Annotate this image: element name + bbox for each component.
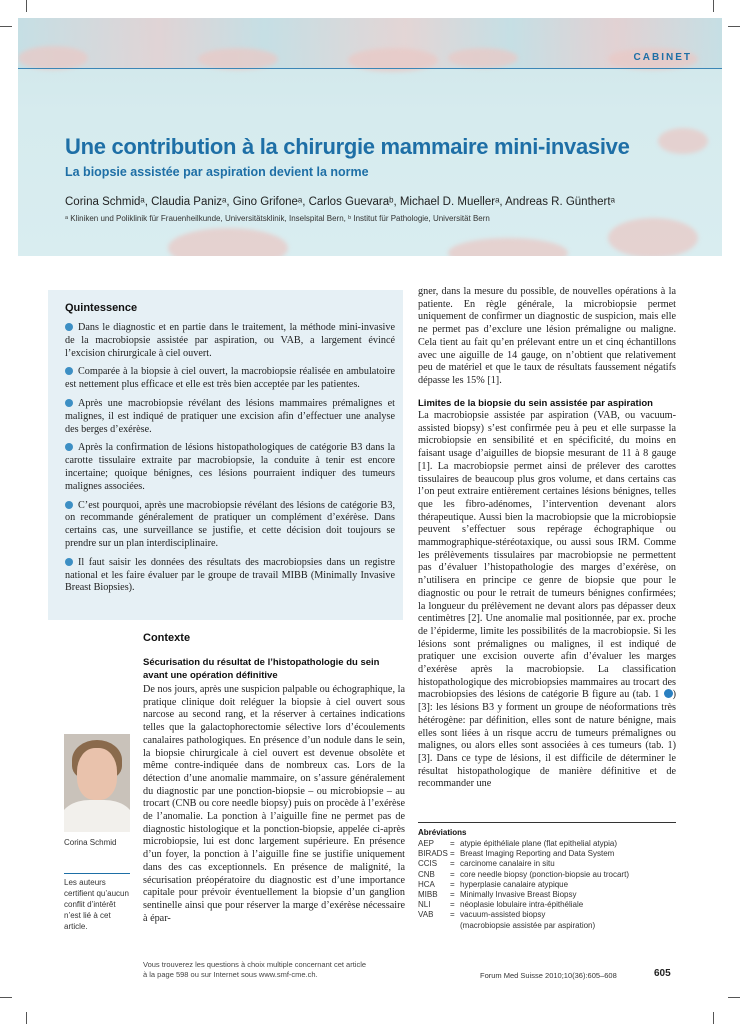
abbreviation-key: MIBB	[418, 890, 438, 900]
quintessence-heading: Quintessence	[65, 302, 138, 314]
abbreviation-row	[418, 839, 629, 849]
crop-mark	[26, 0, 27, 12]
quintessence-item	[65, 398, 395, 436]
section-rubric: CABINET	[633, 52, 692, 63]
abbreviation-equals: =	[450, 879, 455, 889]
abbreviation-equals: =	[450, 900, 455, 910]
bullet-icon	[65, 558, 73, 566]
footer-note	[143, 960, 366, 980]
quintessence-text: Après la confirmation de lésions histopathologiques de catégorie B3 dans la carotte tissulaire extraite par macrobiopsie, la conduite à tenir est encore incertaine; quoique bénignes, ces lésions pourraient indiquer des tumeurs malignes associées.	[65, 442, 395, 492]
context-heading: Contexte	[143, 632, 191, 644]
context-subheading: Sécurisation du résultat de l’histopathologie du sein avant une opération définitive	[143, 657, 380, 681]
quintessence-text: Comparée à la biopsie à ciel ouvert, la macrobiopsie réalisée en ambulatoire est nettement plus efficace et elle est très bien acceptée par les patientes.	[65, 366, 395, 391]
abbreviation-row	[418, 880, 629, 890]
crop-mark	[713, 0, 714, 12]
footer-note-line: à la page 598 ou sur Internet sous www.smf-cme.ch.	[143, 970, 318, 979]
abbreviation-equals	[450, 921, 460, 931]
abbreviation-row	[418, 921, 629, 931]
article-subtitle: La biopsie assistée par aspiration devient la norme	[65, 165, 369, 179]
conflict-of-interest-note: Les auteurs certifient qu’aucun conflit d’intérêt n’est lié à cet article.	[64, 878, 129, 931]
quintessence-text: Il faut saisir les données des résultats des macrobiopsies dans un registre national et les faire évaluer par le groupe de travail MIBB (Minimally Invasive Breast Biopsies).	[65, 556, 395, 594]
crop-mark	[713, 1012, 714, 1024]
abbreviation-key: HCA	[418, 879, 435, 889]
banner-blob	[658, 128, 708, 154]
context-body: De nos jours, après une suspicion palpable ou échographique, la pratique clinique doit reléguer la biopsie à ciel ouvert sous narcose au second rang, et la réserver à certaines indications telles que la galactophorectomie sélective lors d’écoulements canalaires pathologiques. En présence d’un nodule dans le sein, la biopsie chirurgicale à ciel ouvert est devenue obsolète et même contre-indiquée dans de nombreux cas. Lors de la détection d’une anomalie mammaire, on s’assure généralement du diagnostic par une ponction-biopsie – ou microbiopsie – au trocart (CNB ou core needle biopsy) puis on procède à l’exérèse de l’anomalie. La ponction à l’aiguille fine ne permet pas de diagnostic histologique et la ponction-biopsie, appelée ci-après microbiopsie, lui est donc largement supérieure. En présence d’un foyer, la ponction à l’aiguille fine se justifie uniquement dans des cas exceptionnels. En présence de malignité, la sécurisation préopératoire du diagnostic est d’une importance capitale pour prévoir éventuellement la biopsie d’un ganglion sentinelle ainsi que pour réserver la marge d’exérèse nécessaire à épar-	[143, 684, 405, 924]
abbreviation-value: vacuum-assisted biopsy	[460, 910, 546, 920]
quintessence-item	[65, 322, 395, 360]
right-column-paragraph-1: gner, dans la mesure du possible, de nouvelles opérations à la patiente. En règle générale, la microbiopsie permet uniquement de confirmer un diagnostic de suspicion, mais elle ne permet pas d’exclure une lésion prémaligne ou maligne. Cela tient au fait qu’en prélevant entre un et cinq échantillons avec une aiguille de 14 gauge, on n’obtient que relativement peu de matériel et que le taux de résultats faussement négatifs dépasse les 15% [1].	[418, 286, 676, 386]
photo-caption: Corina Schmid	[64, 838, 117, 847]
quintessence-item	[65, 557, 395, 595]
banner-blob	[608, 218, 698, 256]
banner-blob	[448, 238, 568, 256]
article-title: Une contribution à la chirurgie mammaire mini-invasive	[65, 134, 630, 159]
author-photo	[64, 734, 130, 832]
banner-blob	[198, 48, 278, 70]
abbreviation-equals: =	[450, 869, 455, 879]
quintessence-text: C’est pourquoi, après une macrobiopsie révélant des lésions de catégorie B3, on recommande généralement de pratiquer un complément d’exérèse. Dans certains cas, une surveillance se justifie, et cette décision doit toujours se prendre sur un plan interdisciplinaire.	[65, 499, 395, 549]
bullet-icon	[65, 501, 73, 509]
crop-mark	[0, 26, 12, 27]
crop-mark	[0, 997, 12, 998]
right-column-paragraph-2	[418, 410, 676, 791]
abbreviation-equals: =	[450, 890, 455, 900]
abbreviation-row	[418, 870, 629, 880]
page-number: 605	[654, 968, 671, 979]
author-list: Corina Schmidᵃ, Claudia Panizᵃ, Gino Grifoneᵃ, Carlos Guevaraᵇ, Michael D. Muellerᵃ, Andreas R. Günthertᵃ	[65, 196, 615, 208]
quintessence-text: Après une macrobiopsie révélant des lésions mammaires prémalignes et malignes, il est indiqué de pratiquer une excision afin d’effectuer une analyse des berges d’exérèse.	[65, 397, 395, 435]
abbreviation-value: Minimally Invasive Breast Biopsy	[460, 890, 577, 900]
abbreviation-row	[418, 890, 629, 900]
abbreviation-equals: =	[450, 849, 455, 859]
crop-mark	[26, 1012, 27, 1024]
affiliations: ᵃ Kliniken und Poliklinik für Frauenheilkunde, Universitätsklinik, Inselspital Bern, ᵇ Institut für Pathologie, Universität Bern	[65, 214, 490, 223]
abbreviation-value: atypie épithéliale plane (flat epithelial atypia)	[460, 839, 617, 848]
abbreviations-list	[418, 839, 629, 931]
side-note-rule	[64, 873, 130, 874]
banner-blob	[168, 228, 288, 256]
bullet-icon	[65, 399, 73, 407]
quintessence-item	[65, 366, 395, 392]
abbreviation-key: VAB	[418, 910, 434, 920]
banner-blob	[448, 48, 518, 68]
abbreviation-key: BIRADS	[418, 849, 448, 859]
abbreviation-value: (macrobiopsie assistée par aspiration)	[460, 920, 596, 930]
rubric-rule	[18, 68, 722, 69]
quintessence-box	[48, 290, 403, 620]
limits-subheading: Limites de la biopsie du sein assistée par aspiration	[418, 398, 653, 409]
abbreviation-key: AEP	[418, 839, 435, 848]
abbreviation-key: CNB	[418, 869, 435, 879]
abbreviation-key	[418, 921, 450, 931]
abbreviation-equals: =	[450, 839, 455, 848]
paragraph-text: La macrobiopsie assistée par aspiration (VAB, ou vacuum-assisted biopsy) s’est confirmée peu à peu et elle surpasse la microbiopsie en sensibilité et en spécificité, du moins en faisant usage d’aiguilles de biopsie mesurant de 11 à 8 gauge [1]. La macrobiopsie permet ainsi de prélever des carottes tissulaires de beaucoup plus gros volume, et dans certains cas l’on peut extraire entièrement certaines lésions bénignes, telles que les fibro-adénomes, l’intervention devenant alors thérapeutique. Aussi bien la macrobiopsie que la microbiopsie peuvent s’effectuer sous repérage échographique ou mammographique-stéréotaxique, ou aussi sous IRM. Comme les prélèvements tissulaires par macrobiopsie ne permettent pas d’évaluer l’histopathologie des marges d’exérèse, on n’utilisera en principe ce genre de biopsie que pour le diagnostic ou pour le retrait de tumeurs bénignes confirmées; la longueur du prélèvement ne devant alors pas dépasser deux centimètres [2]. Une anomalie mal positionnée, par ex. proche de l’épiderme, limite les possibilités de la macrobiopsie. Si les lésions sont prémalignes ou malignes, il est indiqué de pratiquer une excision ouverte afin d’évaluer les marges d’exérèse après la macrobiopsie. La classification histopathologique des microbiopsies mammaires au trocart des macrobiopsies des lésions de catégorie B figure au (tab. 1	[418, 410, 676, 701]
bullet-icon	[65, 323, 73, 331]
table-link-icon[interactable]	[664, 689, 673, 698]
abbreviation-value: néoplasie lobulaire intra-épithéliale	[460, 900, 584, 910]
photo-shoulders	[64, 800, 130, 832]
abbreviation-equals: =	[450, 859, 455, 869]
bullet-icon	[65, 367, 73, 375]
abbreviation-value: hyperplasie canalaire atypique	[460, 879, 569, 889]
paragraph-text: ) [3]: les lésions B3 y forment un groupe de néoformations très hétérogène: par définition, elles sont de nature bénigne, mais elles sont liées à un risque accru de tumeurs prémalignes ou malignes, ou alors elles sont associées à ces tumeurs (tab. 1) [3]. Dans ce type de lésions, il est difficile de déterminer le résultat histopathologique de manière définitive et de recommander une	[418, 689, 677, 790]
bullet-icon	[65, 443, 73, 451]
quintessence-item	[65, 442, 395, 493]
abbreviation-value: carcinome canalaire in situ	[460, 859, 555, 869]
abbreviation-key: NLI	[418, 900, 431, 910]
crop-mark	[728, 26, 740, 27]
abbreviation-key: CCIS	[418, 859, 438, 869]
quintessence-list	[65, 322, 395, 601]
abbreviations-rule	[418, 822, 676, 823]
photo-face	[77, 748, 117, 800]
abbreviations-title: Abréviations	[418, 828, 467, 837]
banner-blob	[18, 46, 88, 70]
footer-note-line: Vous trouverez les questions à choix multiple concernant cet article	[143, 960, 367, 969]
crop-mark	[728, 997, 740, 998]
abbreviation-value: core needle biopsy (ponction-biopsie au trocart)	[460, 869, 629, 879]
abbreviation-row	[418, 900, 629, 910]
abbreviation-row	[418, 910, 629, 920]
abbreviation-row	[418, 849, 629, 859]
abbreviation-equals: =	[450, 910, 455, 920]
abbreviation-row	[418, 859, 629, 869]
quintessence-item	[65, 500, 395, 551]
abbreviation-value: Breast Imaging Reporting and Data System	[460, 849, 615, 859]
quintessence-text: Dans le diagnostic et en partie dans le traitement, la méthode mini-invasive de la macrobiopsie assistée par aspiration, ou VAB, a largement évincé l’excision chirurgicale à ciel ouvert.	[65, 322, 395, 359]
journal-citation: Forum Med Suisse 2010;10(36):605–608	[480, 971, 617, 980]
